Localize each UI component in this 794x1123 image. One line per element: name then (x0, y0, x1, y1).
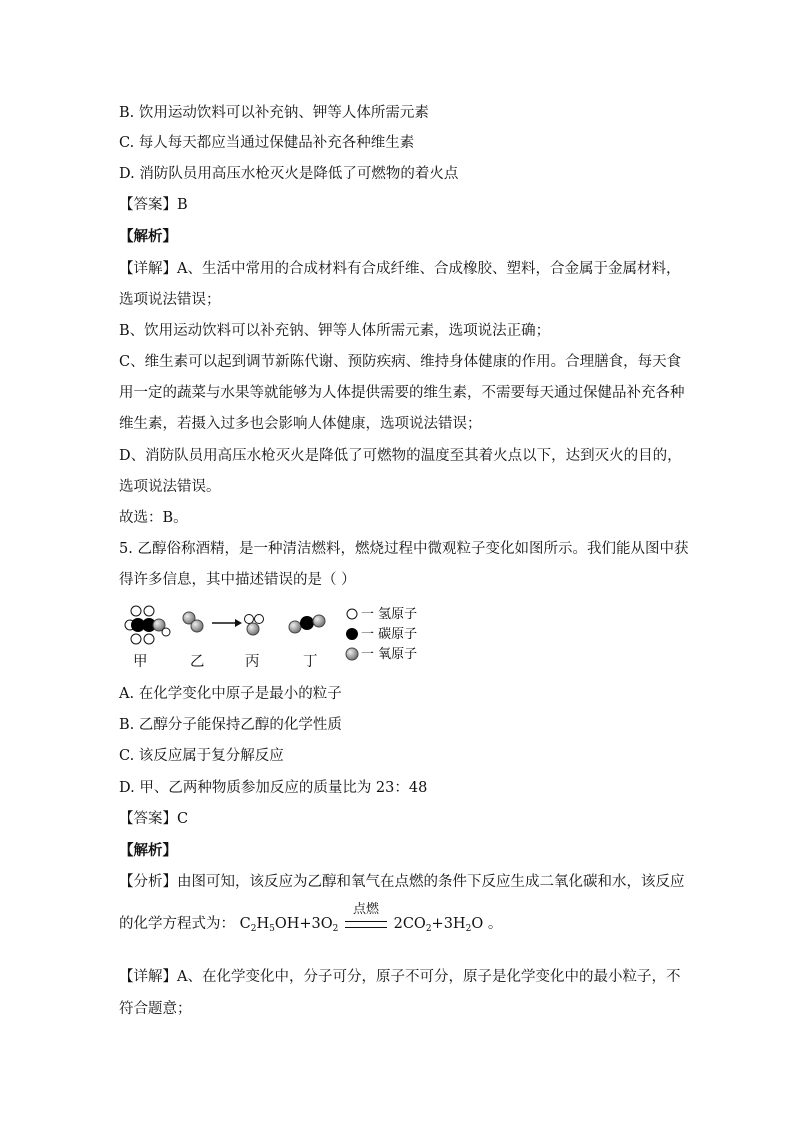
chemical-equation (119, 902, 503, 934)
question-5: 5. 乙醇俗称酒精，是一种清洁燃料，燃烧过程中微观粒子变化如图所示。我们能从图中获 (119, 541, 689, 557)
equation-products: $2CO_2+3H_2O$ (393, 916, 484, 934)
analysis-heading: 【解析】 (119, 228, 177, 245)
answer-label: 【答案】B (119, 197, 188, 213)
oxygen-atom-icon (346, 648, 358, 660)
oxygen-molecule (183, 612, 203, 632)
option-c: C. 该反应属于复分解反应 (119, 748, 284, 764)
analysis-line: 【分析】由图可知，该反应为乙醇和氧气在点燃的条件下反应生成二氧化碳和水，该反应 (119, 874, 685, 890)
option-d: D. 消防队员用高压水枪灭火是降低了可燃物的着火点 (119, 166, 459, 182)
reaction-diagram (119, 602, 439, 672)
analysis-heading: 【解析】 (119, 842, 177, 859)
detail-line: 【详解】A、生活中常用的合成材料有合成纤维、合成橡胶、塑料，合金属于金属材料， (119, 261, 681, 277)
diagram-legend (346, 607, 417, 662)
answer-label: 【答案】C (119, 811, 189, 827)
detail-line: 符合题意； (119, 1001, 192, 1017)
option-a: A. 在化学变化中原子是最小的粒子 (119, 686, 342, 702)
option-b: B. 乙醇分子能保持乙醇的化学性质 (119, 717, 342, 733)
ethanol-molecule (125, 606, 170, 644)
reaction-condition: 点燃 (345, 916, 387, 932)
label-ding: 丁 (303, 654, 318, 670)
detail-line: C、维生素可以起到调节新陈代谢、预防疾病、维持身体健康的作用。合理膳食，每天食 (119, 354, 682, 370)
option-d: D. 甲、乙两种物质参加反应的质量比为 23：48 (119, 780, 428, 796)
label-jia: 甲 (133, 654, 148, 670)
detail-line: B、饮用运动饮料可以补充钠、钾等人体所需元素，选项说法正确； (119, 323, 551, 339)
option-c: C. 每人每天都应当通过保健品补充各种维生素 (119, 135, 415, 151)
legend-hydrogen: 一 氢原子 (361, 607, 418, 622)
equation-prefix: 的化学方程式为： (119, 916, 235, 932)
choice-line: 故选：B。 (119, 510, 188, 526)
detail-line: D、消防队员用高压水枪灭火是降低了可燃物的温度至其着火点以下，达到灭火的目的， (119, 448, 682, 464)
equation-formula: $C_2H_5OH+3O_2$ (239, 916, 339, 934)
detail-line: 用一定的蔬菜与水果等就能够为人体提供需要的维生素，不需要每天通过保健品补充各种 (119, 385, 685, 401)
co2-molecule (289, 615, 325, 633)
detail-line: 选项说法错误。 (119, 479, 221, 495)
legend-oxygen: 一 氧原子 (361, 647, 418, 662)
label-yi: 乙 (190, 654, 205, 670)
detail-line: 维生素，若摄入过多也会影响人体健康，选项说法错误； (119, 416, 482, 432)
equation-end: 。 (487, 916, 503, 932)
reaction-arrow (212, 619, 242, 627)
label-bing: 丙 (245, 654, 260, 670)
question-5-cont: 得许多信息，其中描述错误的是（ ） (119, 572, 356, 588)
detail-line: 【详解】A、在化学变化中，分子可分，原子不可分，原子是化学变化中的最小粒子，不 (119, 969, 681, 985)
hydrogen-atom-icon (347, 609, 357, 619)
option-b: B. 饮用运动饮料可以补充钠、钾等人体所需元素 (119, 105, 429, 121)
water-molecule (245, 615, 264, 636)
legend-carbon: 一 碳原子 (361, 627, 418, 642)
detail-line: 选项说法错误； (119, 292, 221, 308)
carbon-atom-icon (346, 628, 358, 640)
